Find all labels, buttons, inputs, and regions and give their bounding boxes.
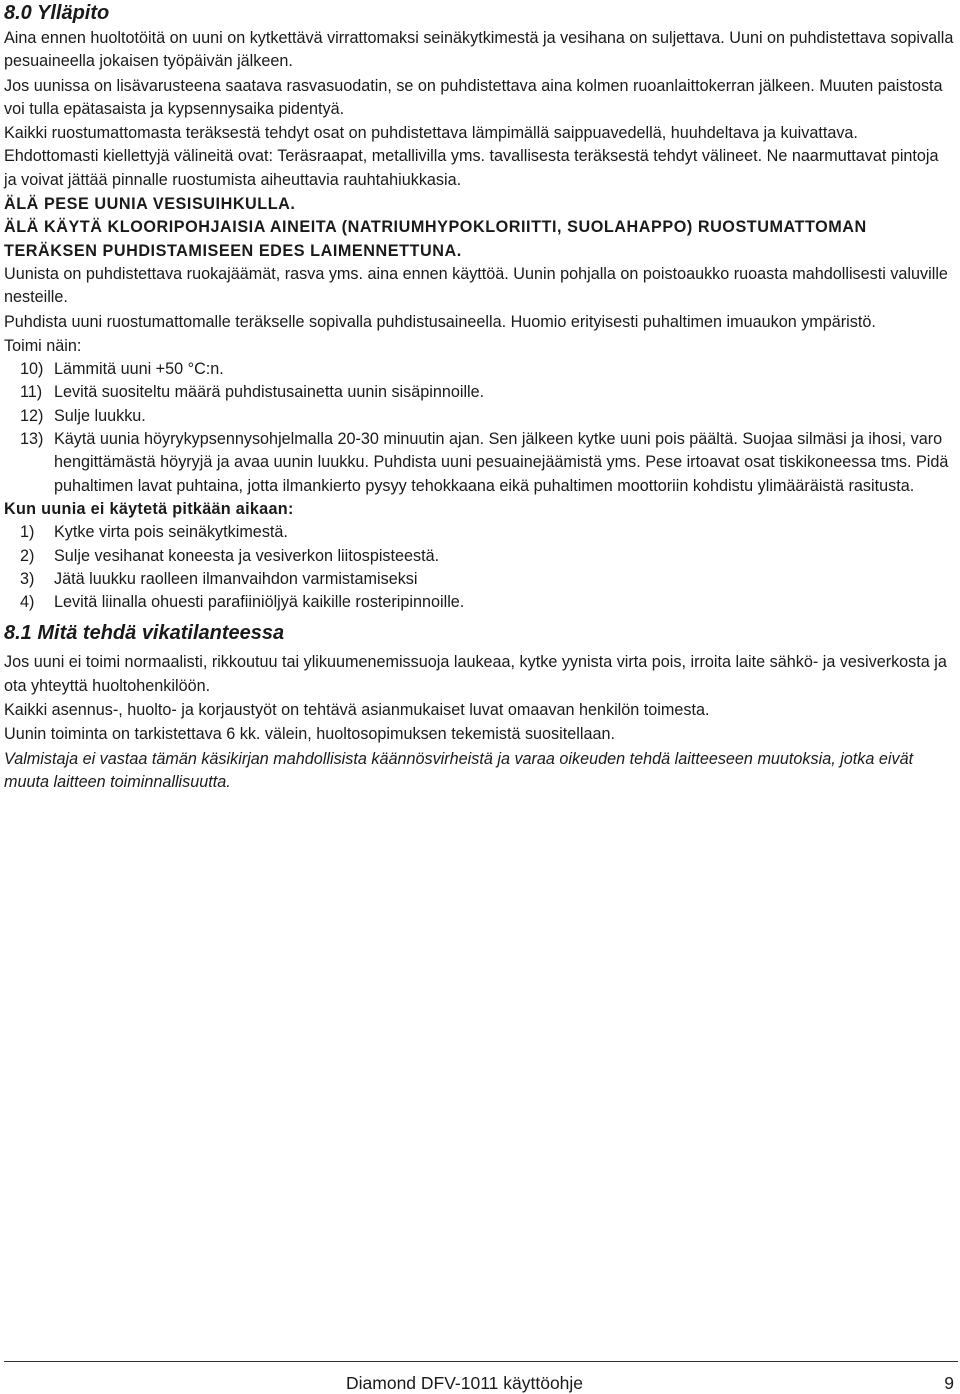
list-item bbox=[4, 568, 954, 591]
paragraph-cleaning-agent: Puhdista uuni ruostumattomalle teräkselle sopivalla puhdistusaineella. Huomio erityisesti puhaltimen imuaukon ympäristö. bbox=[4, 312, 876, 331]
idle-steps-list bbox=[4, 521, 954, 614]
paragraph-malfunction: Jos uuni ei toimi normaalisti, rikkoutuu tai ylikuumenemissuoja laukeaa, kytke yynista virta pois, irroita laite sähkö- ja vesiverkosta ja ota yhteyttä huoltohenkilöön. bbox=[4, 653, 947, 695]
list-item bbox=[4, 545, 954, 568]
step-text: Levitä suositeltu määrä puhdistusainetta uunin sisäpinnoille. bbox=[54, 383, 485, 402]
list-item bbox=[4, 358, 954, 381]
paragraph-safety: Aina ennen huoltotöitä on uuni on kytkettävä virrattomaksi seinäkytkimestä ja vesihana on suljettava. Uuni on puhdistettava sopivalla pesuaineella jokaisen työpäivän jälkeen. bbox=[4, 29, 954, 71]
paragraph-food-residue: Uunista on puhdistettava ruokajäämät, rasva yms. aina ennen käyttöä. Uunin pohjalla on poistoaukko ruoasta mahdollisesti valuville nesteille. bbox=[4, 264, 948, 307]
footer-title: Diamond DFV-1011 käyttöohje bbox=[346, 1373, 584, 1393]
step-number: 12) bbox=[20, 406, 44, 425]
list-item bbox=[4, 405, 954, 428]
step-text: Lämmitä uuni +50 °C:n. bbox=[54, 360, 224, 379]
steps-intro: Toimi näin: bbox=[4, 336, 82, 355]
step-text: Levitä liinalla ohuesti parafiiniöljyä kaikille rosteripinnoille. bbox=[54, 593, 465, 612]
subsection-title: 8.1 Mitä tehdä vikatilanteessa bbox=[4, 622, 285, 645]
footer-divider bbox=[4, 1361, 958, 1362]
manual-page bbox=[4, 0, 954, 795]
step-number: 10) bbox=[20, 360, 44, 379]
disclaimer: Valmistaja ei vastaa tämän käsikirjan mahdollisista käännösvirheistä ja varaa oikeuden tehdä laitteeseen muutoksia, jotka eivät muuta laitteen toiminnallisuutta. bbox=[4, 749, 914, 791]
step-text: Käytä uunia höyrykypsennysohjelmalla 20-30 minuutin ajan. Sen jälkeen kytke uuni pois päältä. Suojaa silmäsi ja ihosi, varo hengittämästä höyryjä ja avaa uunin luukku. Puhdista uuni pesuainejäämistä yms. Pese irtoavat osat tiskikoneessa tms. Pidä puhaltimen lavat puhtaina, jotta ilmankierto pysyy tehokkaana eikä puhaltimen moottoriin kohdistu ylimääräistä rasitusta. bbox=[54, 430, 949, 495]
cleaning-steps-list bbox=[4, 358, 954, 498]
step-text: Jätä luukku raolleen ilmanvaihdon varmistamiseksi bbox=[54, 569, 418, 588]
step-number: 2) bbox=[20, 546, 35, 565]
paragraph-stainless-cleaning: Kaikki ruostumattomasta teräksestä tehdyt osat on puhdistettava lämpimällä saippuavedellä, huuhdeltava ja kuivattava. Ehdottomasti kiellettyjä välineitä ovat: Teräsraapat, metallivilla yms. tavallisesta teräksestä tehdyt välineet. Ne naarmuttavat pintoja ja voivat jättää pinnalle ruostumista aiheuttavia rauhtahiukkasia. bbox=[4, 124, 939, 189]
list-item bbox=[4, 521, 954, 544]
step-text: Sulje luukku. bbox=[54, 406, 146, 425]
paragraph-grease-filter: Jos uunissa on lisävarusteena saatava rasvasuodatin, se on puhdistettava aina kolmen ruoanlaittokerran jälkeen. Muuten paistosta voi tulla epätasaista ja kypsennysaika pidentyä. bbox=[4, 76, 943, 118]
step-number: 13) bbox=[20, 430, 44, 449]
warning-no-water-jet: ÄLÄ PESE UUNIA VESISUIHKULLA. bbox=[4, 195, 296, 214]
step-text: Sulje vesihanat koneesta ja vesiverkon liitospisteestä. bbox=[54, 546, 440, 565]
step-number: 4) bbox=[20, 593, 35, 612]
section-title: 8.0 Ylläpito bbox=[4, 2, 110, 24]
step-number: 3) bbox=[20, 569, 35, 588]
paragraph-authorized-service: Kaikki asennus-, huolto- ja korjaustyöt on tehtävä asianmukaiset luvat omaavan henkilön toimesta. bbox=[4, 701, 710, 720]
list-item bbox=[4, 591, 954, 614]
idle-heading: Kun uunia ei käytetä pitkään aikaan: bbox=[4, 499, 294, 518]
page-number: 9 bbox=[944, 1373, 954, 1393]
step-number: 11) bbox=[20, 383, 43, 402]
list-item bbox=[4, 381, 954, 404]
warning-no-chlorine: ÄLÄ KÄYTÄ KLOORIPOHJAISIA AINEITA (NATRIUMHYPOKLORIITTI, SUOLAHAPPO) RUOSTUMATTOMAN TERÄKSEN PUHDISTAMISEEN EDES LAIMENNETTUNA. bbox=[4, 218, 867, 260]
step-number: 1) bbox=[20, 523, 35, 542]
paragraph-inspection-interval: Uunin toiminta on tarkistettava 6 kk. välein, huoltosopimuksen tekemistä suositellaan. bbox=[4, 725, 615, 744]
step-text: Kytke virta pois seinäkytkimestä. bbox=[54, 523, 288, 542]
list-item bbox=[4, 428, 954, 498]
